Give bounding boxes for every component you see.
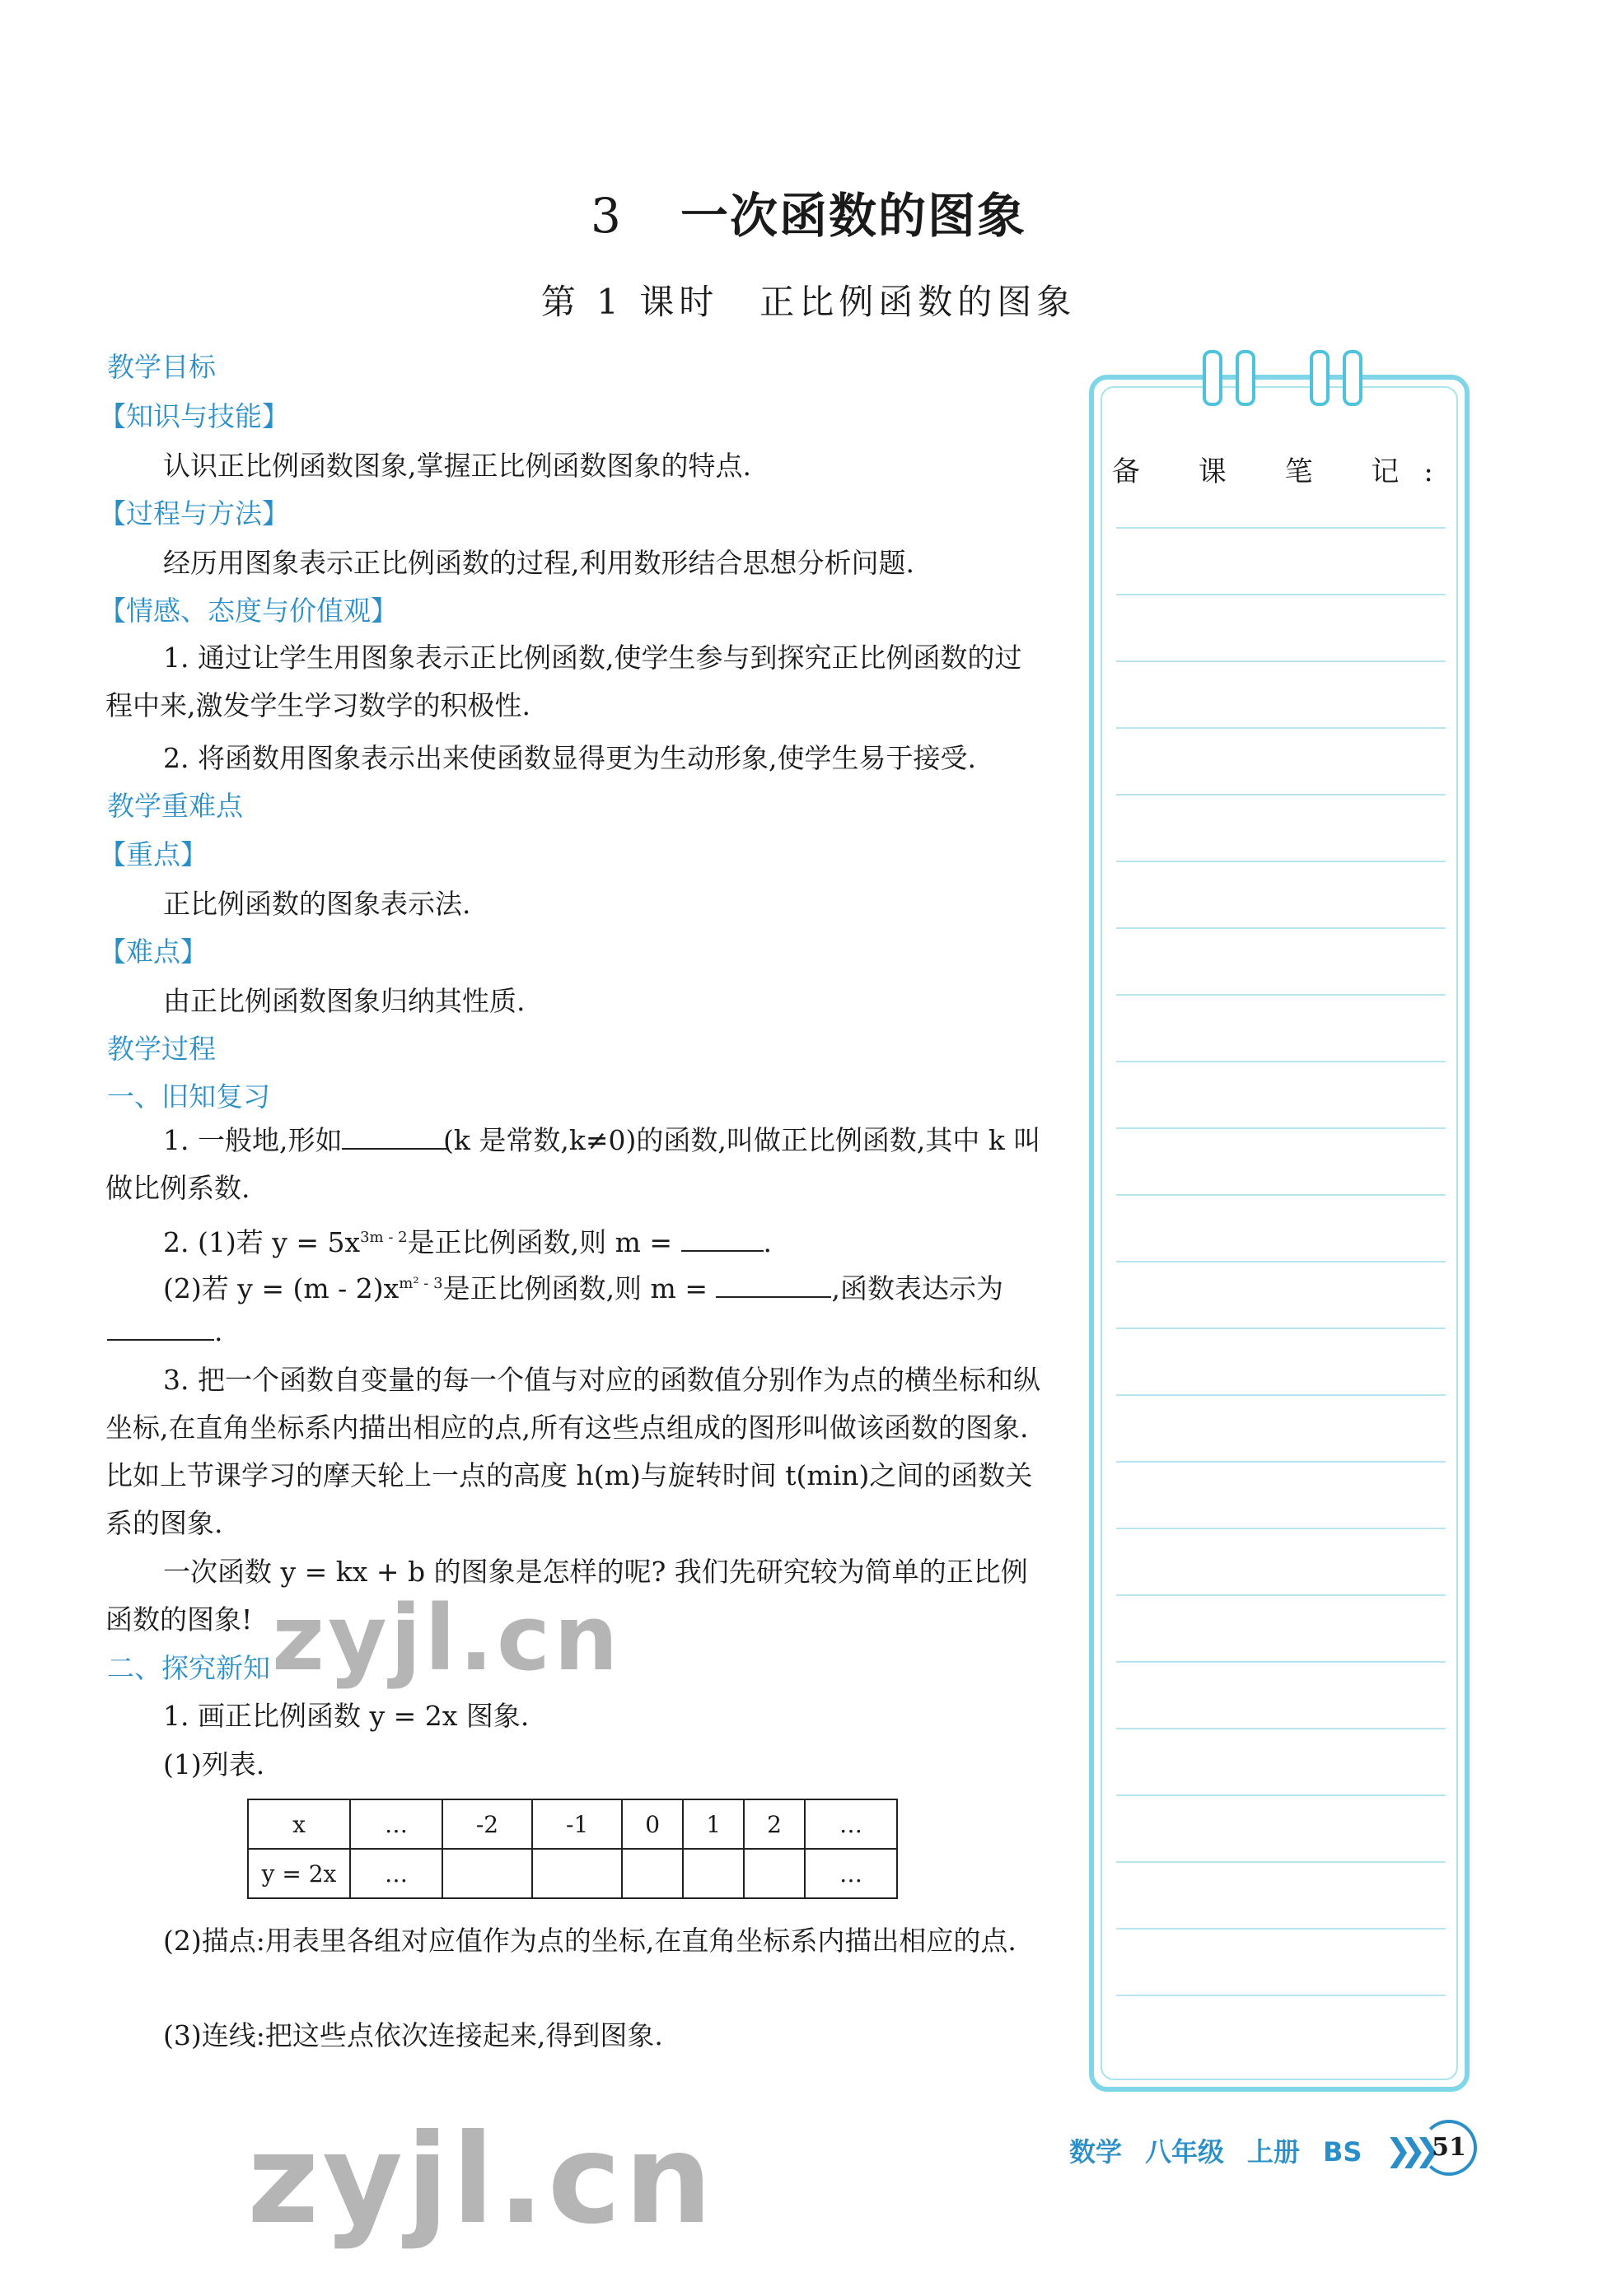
table-cell-blank[interactable]: [622, 1849, 683, 1898]
table-cell-blank[interactable]: [442, 1849, 532, 1898]
table-cell-blank[interactable]: [683, 1849, 744, 1898]
table-row: [248, 1799, 897, 1849]
key-point-text: 正比例函数的图象表示法.: [163, 888, 471, 920]
knowledge-heading: 【知识与技能】: [99, 400, 289, 432]
difficulty-heading: 【难点】: [99, 936, 208, 968]
lesson-title: [0, 275, 1617, 324]
difficulty-text: 由正比例函数图象归纳其性质.: [163, 985, 526, 1017]
note-line: [1116, 1661, 1446, 1663]
note-line: [1116, 1461, 1446, 1463]
note-line: [1116, 1594, 1446, 1596]
q2-1-exponent: 3m - 2: [360, 1229, 408, 1246]
note-line: [1116, 594, 1446, 595]
explore-step-2: (2)描点:用表里各组对应值作为点的坐标,在直角坐标系内描出相应的点.: [163, 1925, 1016, 1957]
notes-label: 备 课 笔 记:: [1112, 455, 1458, 488]
note-line: [1116, 1061, 1446, 1062]
q2-1-text: 2. (1)若 y = 5x: [163, 1226, 361, 1258]
key-point-heading: 【重点】: [99, 838, 208, 870]
note-line: [1116, 794, 1446, 796]
question-2-1: 2. (1)若 $y = 5x^{3m - 2}$是正比例函数,则 m = .: [163, 1226, 773, 1258]
answer-blank[interactable]: [107, 1314, 214, 1341]
value-table: [247, 1799, 898, 1899]
question-1-rest: (k 是常数,k≠0)的函数,叫做正比例函数,其中 k 叫做比例系数.: [105, 1124, 1041, 1204]
page-number: 51: [1421, 2120, 1477, 2176]
table-cell: …: [805, 1849, 897, 1898]
footer: [1069, 2131, 1452, 2169]
lesson-title-text: 正比例函数的图象: [759, 282, 1077, 322]
ring-icon: [1236, 350, 1255, 406]
table-cell: x: [248, 1799, 350, 1849]
q2-2-expression: ,函数表达示为: [831, 1272, 1003, 1304]
table-cell: …: [805, 1799, 897, 1849]
note-line: [1116, 1995, 1446, 1996]
table-cell-blank[interactable]: [744, 1849, 805, 1898]
table-cell: -1: [532, 1799, 622, 1849]
process-method-text: 经历用图象表示正比例函数的过程,利用数形结合思想分析问题.: [163, 547, 914, 579]
lesson-label: 第 1 课时: [540, 282, 719, 322]
ring-icon: [1310, 350, 1330, 406]
table-cell: 0: [622, 1799, 683, 1849]
emotion-item-1: 1. 通过让学生用图象表示正比例函数,使学生参与到探究正比例函数的过程中来,激发学生学习数学的积极性.: [105, 642, 1022, 721]
q2-1-tail: 是正比例函数,则 m =: [407, 1226, 673, 1258]
footer-grade: 八年级: [1145, 2136, 1225, 2168]
explore-heading: 二、探究新知: [107, 1652, 270, 1684]
question-3: 3. 把一个函数自变量的每一个值与对应的函数值分别作为点的横坐标和纵坐标,在直角坐标系内描出相应的点,所有这些点组成的图形叫做该函数的图象. 比如上节课学习的摩天轮上一点的高度 h(m)与旋转时间 t(min)之间的函数关系的图象.: [105, 1364, 1040, 1539]
intro-text: 一次函数 y = kx + b 的图象是怎样的呢? 我们先研究较为简单的正比例函数的图象!: [105, 1556, 1028, 1636]
goals-heading: 教学目标: [107, 351, 216, 383]
watermark: zyjl.cn: [247, 2108, 716, 2252]
answer-blank[interactable]: [681, 1225, 764, 1252]
note-line: [1116, 1528, 1446, 1529]
note-line: [1116, 660, 1446, 662]
review-heading: 一、旧知复习: [107, 1080, 270, 1113]
note-line: [1116, 527, 1446, 529]
section-title: [0, 177, 1617, 246]
note-line: [1116, 994, 1446, 996]
watermark: zyjl.cn: [272, 1585, 622, 1691]
table-row: [248, 1849, 897, 1898]
footer-edition: BS: [1323, 2136, 1362, 2168]
knowledge-text: 认识正比例函数图象,掌握正比例函数图象的特点.: [163, 450, 751, 482]
note-line: [1116, 1194, 1446, 1196]
footer-volume: 上册: [1247, 2136, 1301, 2168]
section-number: 3: [591, 188, 623, 244]
process-method-heading: 【过程与方法】: [99, 497, 289, 530]
note-line: [1116, 1394, 1446, 1396]
key-heading: 教学重难点: [107, 790, 243, 822]
chevron-right-icon: ❯❯❯: [1385, 2132, 1429, 2168]
note-line: [1116, 727, 1446, 729]
section-title-text: 一次函数的图象: [680, 188, 1026, 244]
emotion-item-2: 2. 将函数用图象表示出来使函数显得更为生动形象,使学生易于接受.: [163, 742, 976, 774]
explore-step-3: (3)连线:把这些点依次连接起来,得到图象.: [163, 2019, 663, 2051]
note-line: [1116, 1261, 1446, 1262]
table-cell-blank[interactable]: [532, 1849, 622, 1898]
ring-icon: [1343, 350, 1362, 406]
table-cell: 1: [683, 1799, 744, 1849]
table-cell: y = 2x: [248, 1849, 350, 1898]
note-line: [1116, 1127, 1446, 1129]
explore-item-1: 1. 画正比例函数 y = 2x 图象.: [163, 1700, 530, 1732]
q2-2-tail: 是正比例函数,则 m =: [442, 1272, 708, 1304]
q2-2-exponent: m² - 3: [399, 1275, 443, 1292]
note-line: [1116, 1861, 1446, 1863]
table-cell: 2: [744, 1799, 805, 1849]
q2-2-text: (2)若 y = (m - 2)x: [163, 1272, 400, 1304]
footer-subject: 数学: [1068, 2136, 1122, 2168]
note-line: [1116, 927, 1446, 929]
table-cell: -2: [442, 1799, 532, 1849]
table-cell: …: [350, 1799, 442, 1849]
emotion-heading: 【情感、态度与价值观】: [99, 595, 398, 627]
note-line: [1116, 1928, 1446, 1930]
notes-panel: [1089, 375, 1470, 2092]
question-2-2: [163, 1260, 1003, 1313]
question-1-start: 1. 一般地,形如: [163, 1124, 343, 1156]
note-line: [1116, 1794, 1446, 1796]
ring-icon: [1203, 350, 1222, 406]
process-heading: 教学过程: [107, 1033, 216, 1065]
note-line: [1116, 1728, 1446, 1729]
note-line: [1116, 861, 1446, 862]
question-2-2-line2: .: [107, 1308, 223, 1356]
answer-blank[interactable]: [716, 1272, 831, 1298]
note-line: [1116, 1328, 1446, 1329]
explore-step-1: (1)列表.: [163, 1748, 265, 1780]
table-cell: …: [350, 1849, 442, 1898]
